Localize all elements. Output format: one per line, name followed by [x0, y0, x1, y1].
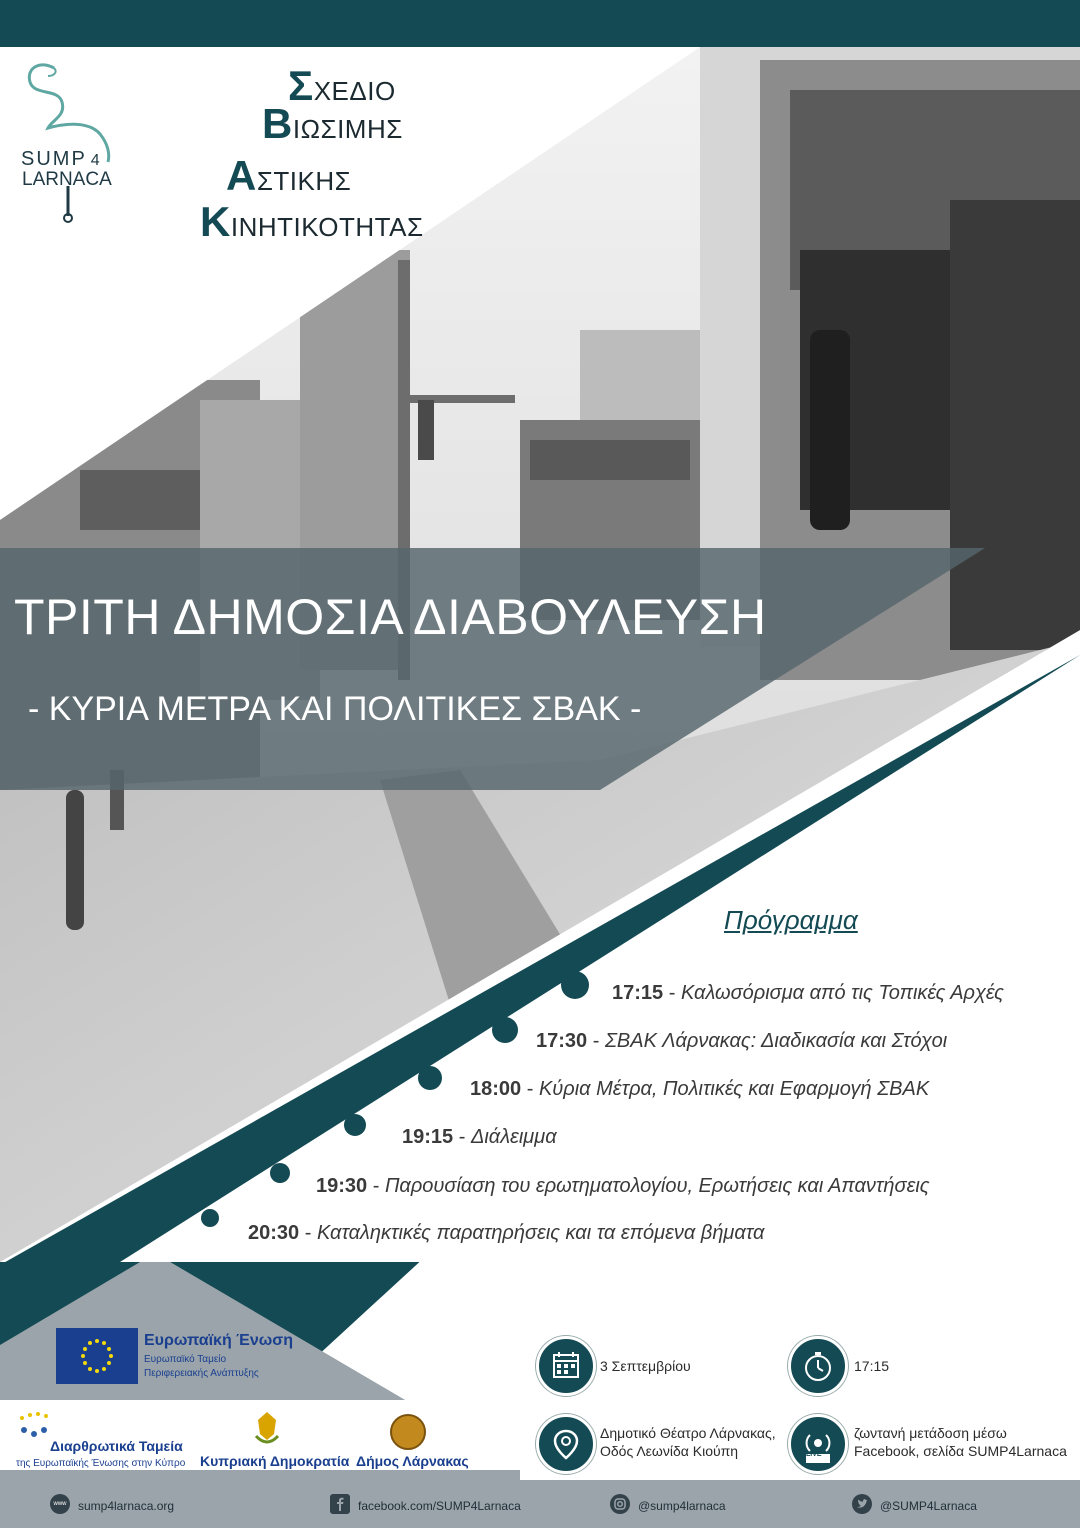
plan-title-line-4: ΚΙΝΗΤΙΚΟΤΗΤΑΣ [200, 198, 424, 245]
live-stream-icon [788, 1414, 848, 1474]
venue-line-2: Οδός Λεωνίδα Κιούπη [600, 1443, 739, 1459]
event-title: ΤΡΙΤΗ ΔΗΜΟΣΙΑ ΔΙΑΒΟΥΛΕΥΣΗ [14, 589, 767, 645]
structural-funds-title: Διαρθρωτικά Ταμεία [50, 1438, 183, 1454]
stopwatch-icon [788, 1336, 848, 1396]
calendar-icon [536, 1336, 596, 1396]
title-banner [0, 548, 1000, 790]
top-bar [0, 0, 1080, 47]
footer-twitter[interactable]: @SUMP4Larnaca [880, 1499, 977, 1513]
footer-website[interactable]: sump4larnaca.org [78, 1499, 175, 1513]
footer-instagram[interactable]: @sump4larnaca [638, 1499, 726, 1513]
program-item: 19:15 - Διάλειμμα [402, 1126, 557, 1148]
logo-sump: SUMP [21, 148, 87, 170]
program-item: 17:30 - ΣΒΑΚ Λάρνακας: Διαδικασία και Στόχοι [536, 1030, 948, 1052]
live-line-1: ζωντανή μετάδοση μέσω [854, 1425, 1007, 1441]
event-subtitle: - ΚΥΡΙΑ ΜΕΤΡΑ ΚΑΙ ΠΟΛΙΤΙΚΕΣ ΣΒΑΚ - [28, 690, 642, 728]
sump4larnaca-logo-icon [18, 58, 118, 228]
venue-line-1: Δημοτικό Θέατρο Λάρνακας, [600, 1425, 776, 1441]
program-item: 20:30 - Καταληκτικές παρατηρήσεις και τα επόμενα βήματα [248, 1222, 765, 1244]
logo-number: 4 [90, 152, 102, 169]
event-time: 17:15 [854, 1358, 890, 1374]
eu-fund-line2: Περιφερειακής Ανάπτυξης [144, 1368, 259, 1379]
footer-facebook[interactable]: facebook.com/SUMP4Larnaca [358, 1499, 521, 1513]
live-badge: LIVE [806, 1451, 822, 1458]
event-date: 3 Σεπτεμβρίου [600, 1358, 691, 1374]
program-item: 18:00 - Κύρια Μέτρα, Πολιτικές και Εφαρμογή ΣΒΑΚ [470, 1078, 930, 1100]
plan-title-line-2: ΒΙΩΣΙΜΗΣ [262, 100, 403, 147]
logo-larnaca: LARNACA [22, 169, 112, 190]
program-item: 19:30 - Παρουσίαση του ερωτηματολογίου, Ερωτήσεις και Απαντήσεις [316, 1175, 930, 1197]
cyprus-republic-label: Κυπριακή Δημοκρατία [200, 1453, 350, 1469]
plan-title-line-3: ΑΣΤΙΚΗΣ [226, 152, 352, 199]
program-item: 17:15 - Καλωσόρισμα από τις Τοπικές Αρχές [612, 982, 1004, 1004]
plan-title-line-1: ΣΧΕΔΙΟ [288, 62, 396, 109]
live-line-2: Facebook, σελίδα SUMP4Larnaca [854, 1443, 1067, 1459]
www-icon: www [50, 1494, 70, 1514]
logo-sump-text [21, 148, 102, 171]
cyprus-emblem-icon [252, 1410, 282, 1448]
location-pin-icon [536, 1414, 596, 1474]
larnaca-municipality-label: Δήμος Λάρνακας [356, 1453, 469, 1469]
program-heading: Πρόγραμμα [724, 905, 858, 935]
eu-flag-icon [56, 1328, 138, 1384]
facebook-icon [330, 1494, 350, 1514]
structural-funds-sub: της Ευρωπαϊκής Ένωσης στην Κύπρο [16, 1458, 186, 1469]
eu-fund-line1: Ευρωπαϊκό Ταμείο [144, 1354, 227, 1365]
instagram-icon [610, 1494, 630, 1514]
eu-title: Ευρωπαϊκή Ένωση [144, 1332, 293, 1349]
larnaca-seal-icon [390, 1414, 426, 1450]
twitter-icon [852, 1494, 872, 1514]
